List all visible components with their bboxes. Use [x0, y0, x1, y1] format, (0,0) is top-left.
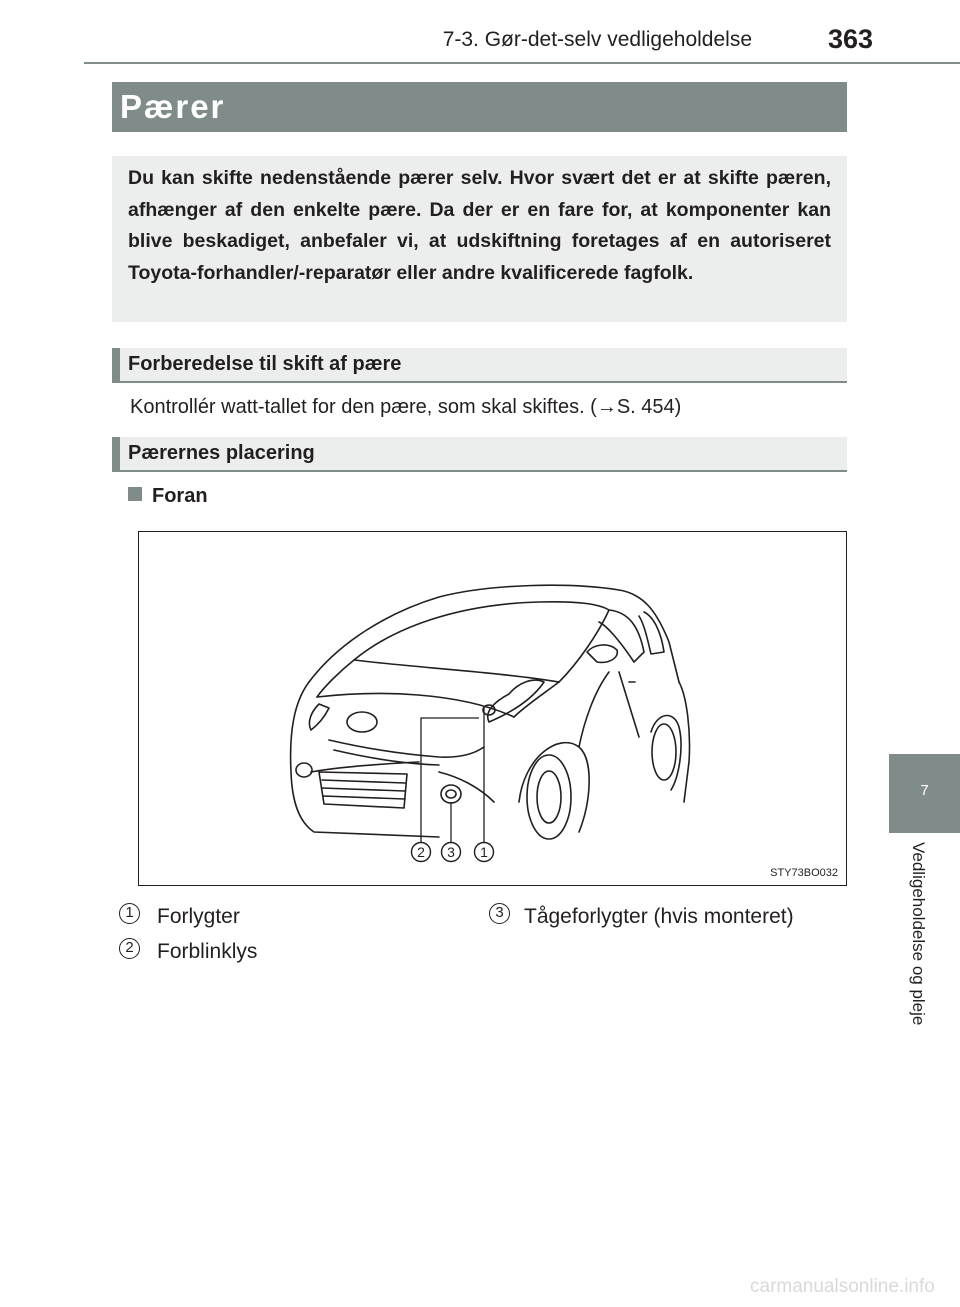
chapter-label: Vedligeholdelse og pleje [909, 842, 928, 1026]
legend-number-3: 3 [489, 903, 510, 924]
watermark: carmanualsonline.info [750, 1276, 935, 1297]
chapter-tab [889, 754, 960, 833]
callout-3: 3 [447, 844, 455, 860]
section-heading-label: Pærernes placering [128, 442, 315, 464]
section-heading-placement [112, 437, 847, 472]
car-drawing [139, 532, 845, 884]
subheading-label: Foran [152, 485, 208, 507]
legend-fog-lights: Tågeforlygter (hvis monteret) [524, 905, 794, 928]
section-heading-label: Forberedelse til skift af pære [128, 353, 402, 375]
section-marker [112, 437, 120, 470]
legend-headlights: Forlygter [157, 905, 240, 928]
legend-front-turn-signals: Forblinklys [157, 940, 258, 963]
subheading-front [128, 485, 208, 508]
page-number: 363 [828, 24, 874, 54]
square-bullet-icon [128, 487, 142, 501]
callout-1: 1 [480, 844, 488, 860]
callout-2: 2 [417, 844, 425, 860]
header-section-title: 7-3. Gør-det-selv vedligeholdelse [442, 28, 752, 51]
chapter-number: 7 [920, 782, 929, 799]
car-front-illustration [138, 531, 847, 886]
intro-box [112, 156, 847, 322]
legend-number-2: 2 [119, 938, 140, 959]
preparation-text: Kontrollér watt-tallet for den pære, som skal skiftes. (→S. 454) [130, 396, 682, 418]
section-marker [112, 348, 120, 381]
page-title: Pærer [120, 88, 226, 125]
intro-text: Du kan skifte nedenstående pærer selv. Hvor svært det er at skifte pæren, afhænger af den enkelte pære. Da der er en fare for, at komponenter kan blive beskadiget, anbefaler vi, at udskiftning foretages af en autoriseret Toyota-forhandler/-reparatør eller andre kvalificerede fagfolk. [128, 167, 831, 284]
figure-code: STY73BO032 [770, 867, 838, 879]
legend-number-1: 1 [119, 903, 140, 924]
title-bar [112, 82, 847, 132]
section-heading-preparation [112, 348, 847, 383]
header-divider [84, 62, 960, 64]
